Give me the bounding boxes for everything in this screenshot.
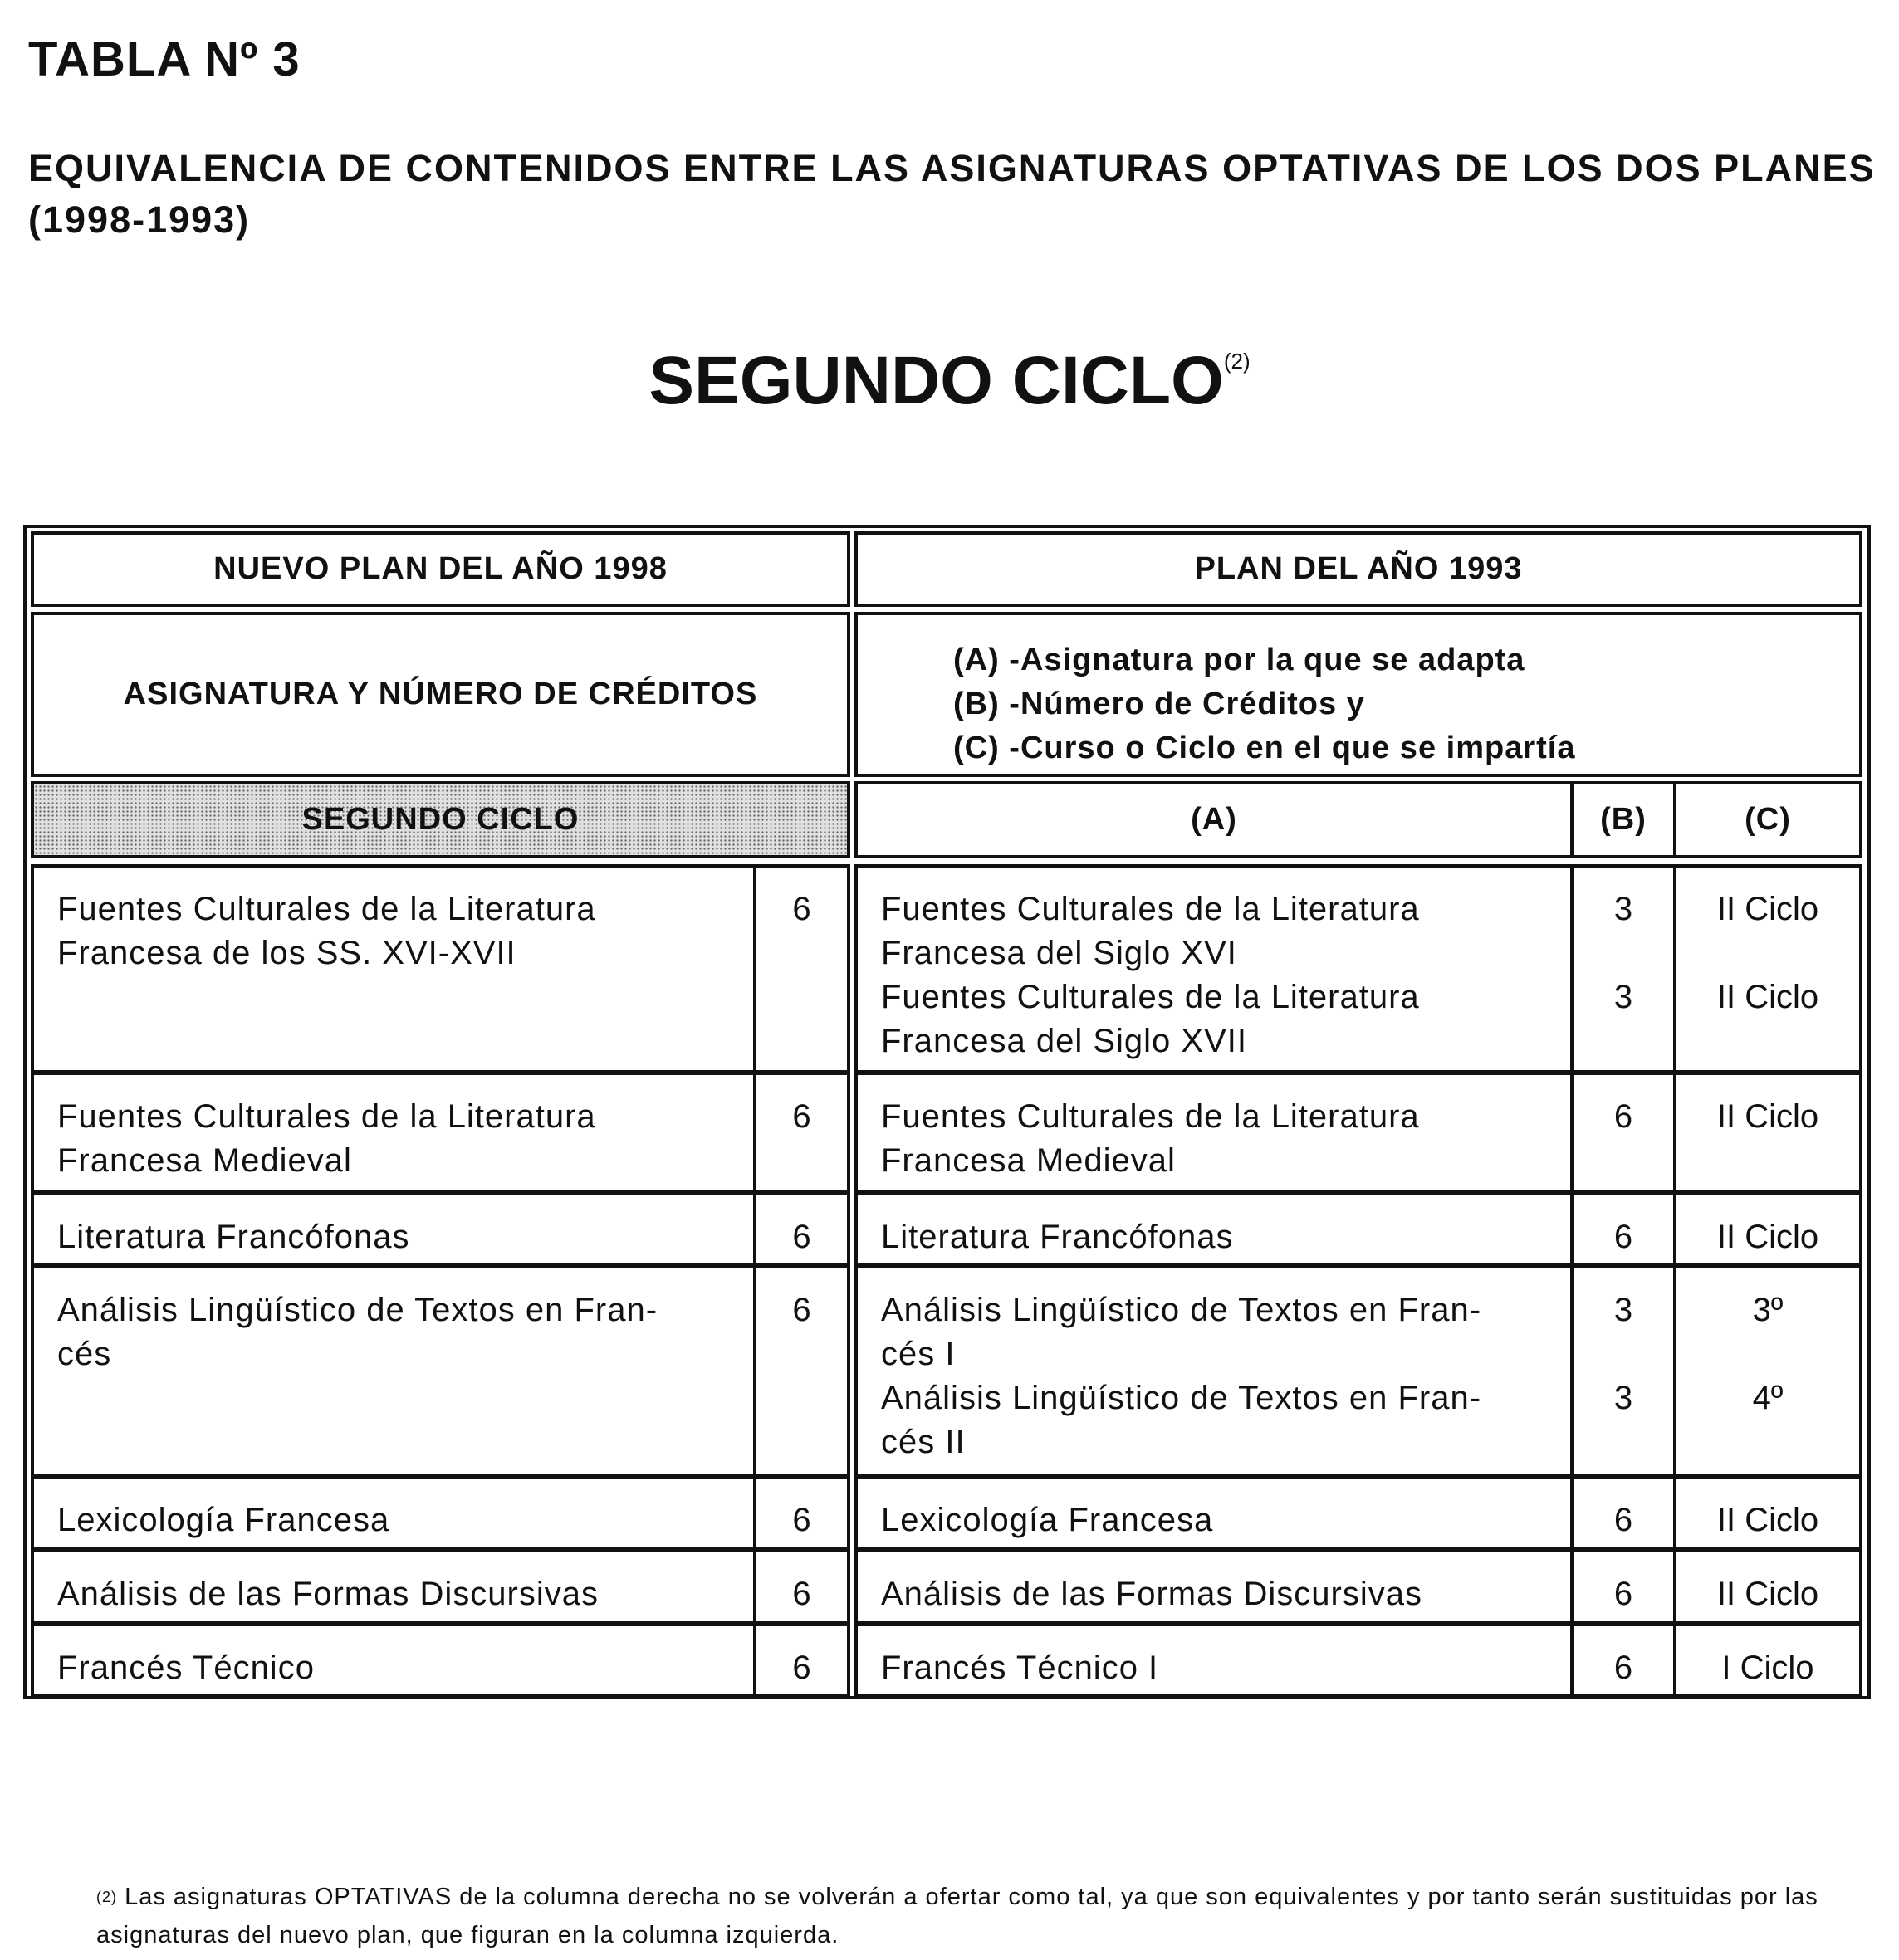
old-subject: Fuentes Culturales de la Literatura Francesa del Siglo XVI bbox=[881, 891, 1420, 971]
old-credits: 6 bbox=[1613, 1502, 1633, 1538]
old-subject: Lexicología Francesa bbox=[881, 1502, 1214, 1538]
new-subject: Literatura Francófonas bbox=[57, 1219, 410, 1255]
legend-b: (B) -Número de Créditos y bbox=[953, 687, 1365, 721]
old-credits-cell bbox=[1570, 1623, 1676, 1698]
new-credits-cell bbox=[753, 1265, 850, 1477]
new-credits-cell bbox=[753, 1549, 850, 1625]
new-credits-cell bbox=[753, 1475, 850, 1551]
new-subject-cell bbox=[31, 864, 756, 1073]
section-title-note-ref: (2) bbox=[1223, 349, 1251, 374]
new-subject-cell bbox=[31, 1549, 756, 1625]
column-a-header bbox=[854, 781, 1574, 858]
old-subject-cell bbox=[854, 1072, 1574, 1194]
new-credits-cell bbox=[753, 864, 850, 1073]
new-credits: 6 bbox=[792, 1292, 811, 1328]
new-subject-cell bbox=[31, 1265, 756, 1477]
new-subject: Lexicología Francesa bbox=[57, 1502, 390, 1538]
legend-c: (C) -Curso o Ciclo en el que se impartía bbox=[953, 731, 1576, 765]
footnote bbox=[23, 1878, 1875, 1954]
new-credits-cell bbox=[753, 1072, 850, 1194]
old-cycle-cell bbox=[1673, 1265, 1862, 1477]
new-credits: 6 bbox=[792, 1502, 811, 1538]
old-subject-cell bbox=[854, 1475, 1574, 1551]
old-credits: 3 bbox=[1613, 891, 1633, 927]
legend bbox=[953, 638, 1575, 770]
table-subtitle: EQUIVALENCIA DE CONTENIDOS ENTRE LAS ASIGNATURAS OPTATIVAS DE LOS DOS PLANES (1998-1993) bbox=[28, 147, 1876, 241]
old-cycle-cell bbox=[1673, 1475, 1862, 1551]
old-subject-cell bbox=[854, 1192, 1574, 1267]
old-subject: Fuentes Culturales de la Literatura Francesa Medieval bbox=[881, 1098, 1420, 1179]
new-credits: 6 bbox=[792, 1576, 811, 1612]
legend-a: (A) -Asignatura por la que se adapta bbox=[953, 643, 1525, 677]
footnote-marker: (2) bbox=[96, 1889, 117, 1905]
old-credits: 6 bbox=[1613, 1098, 1633, 1135]
new-subject: Análisis de las Formas Discursivas bbox=[57, 1576, 599, 1612]
old-credits-cell bbox=[1570, 1072, 1676, 1194]
old-subject: Literatura Francófonas bbox=[881, 1219, 1234, 1255]
old-cycle: II Ciclo bbox=[1716, 1502, 1819, 1538]
old-credits: 6 bbox=[1613, 1219, 1633, 1255]
old-subject: Francés Técnico I bbox=[881, 1650, 1159, 1686]
old-subject: Fuentes Culturales de la Literatura Francesa del Siglo XVII bbox=[881, 979, 1420, 1059]
old-subject-cell bbox=[854, 1265, 1574, 1477]
old-cycle: II Ciclo bbox=[1716, 1098, 1819, 1135]
old-cycle: 4º bbox=[1752, 1380, 1784, 1416]
old-cycle: 3º bbox=[1752, 1292, 1784, 1328]
new-credits-cell bbox=[753, 1623, 850, 1698]
old-cycle: II Ciclo bbox=[1716, 1576, 1819, 1612]
section-title-text: SEGUNDO CICLO bbox=[648, 343, 1224, 418]
segundo-ciclo-band bbox=[31, 781, 850, 858]
column-b-header bbox=[1570, 781, 1676, 858]
old-credits-cell bbox=[1570, 1265, 1676, 1477]
old-cycle-cell bbox=[1673, 1549, 1862, 1625]
old-cycle-cell bbox=[1673, 864, 1862, 1073]
new-plan-subheader bbox=[31, 612, 850, 777]
new-subject: Francés Técnico bbox=[57, 1650, 315, 1686]
old-credits: 3 bbox=[1613, 1292, 1633, 1328]
old-subject: Análisis de las Formas Discursivas bbox=[881, 1576, 1422, 1612]
new-credits: 6 bbox=[792, 1219, 811, 1255]
new-credits: 6 bbox=[792, 1650, 811, 1686]
section-title bbox=[0, 342, 1899, 420]
old-credits: 6 bbox=[1613, 1650, 1633, 1686]
segundo-ciclo-band-text: SEGUNDO CICLO bbox=[301, 802, 580, 837]
legend-cell bbox=[854, 612, 1862, 777]
old-subject: Análisis Lingüístico de Textos en Fran- cés II bbox=[881, 1380, 1482, 1460]
old-cycle-cell bbox=[1673, 1192, 1862, 1267]
new-credits-cell bbox=[753, 1192, 850, 1267]
column-c-header bbox=[1673, 781, 1862, 858]
old-cycle: II Ciclo bbox=[1716, 891, 1819, 927]
column-c-header-text: (C) bbox=[1745, 802, 1791, 837]
old-plan-header-text: PLAN DEL AÑO 1993 bbox=[1194, 551, 1523, 586]
old-credits-cell bbox=[1570, 1475, 1676, 1551]
old-credits-cell bbox=[1570, 1549, 1676, 1625]
old-cycle-cell bbox=[1673, 1072, 1862, 1194]
new-subject-cell bbox=[31, 1192, 756, 1267]
new-subject-cell bbox=[31, 1072, 756, 1194]
new-subject-cell bbox=[31, 1475, 756, 1551]
new-credits: 6 bbox=[792, 891, 811, 927]
new-plan-header-text: NUEVO PLAN DEL AÑO 1998 bbox=[213, 551, 668, 586]
old-cycle: II Ciclo bbox=[1716, 1219, 1819, 1255]
old-cycle-cell bbox=[1673, 1623, 1862, 1698]
old-subject-cell bbox=[854, 1549, 1574, 1625]
footnote-line bbox=[23, 1878, 1875, 1954]
new-plan-header bbox=[31, 531, 850, 607]
old-credits-cell bbox=[1570, 1192, 1676, 1267]
new-subject: Fuentes Culturales de la Literatura Francesa de los SS. XVI-XVII bbox=[57, 891, 596, 971]
new-subject: Fuentes Culturales de la Literatura Francesa Medieval bbox=[57, 1098, 596, 1179]
old-plan-header bbox=[854, 531, 1862, 607]
column-b-header-text: (B) bbox=[1600, 802, 1647, 837]
old-credits: 3 bbox=[1613, 1380, 1633, 1416]
new-subject-cell bbox=[31, 1623, 756, 1698]
old-cycle: II Ciclo bbox=[1716, 979, 1819, 1015]
table-label: TABLA Nº 3 bbox=[28, 32, 301, 86]
new-subject: Análisis Lingüístico de Textos en Fran- cés bbox=[57, 1292, 658, 1372]
new-plan-subheader-text: ASIGNATURA Y NÚMERO DE CRÉDITOS bbox=[123, 677, 758, 711]
new-credits: 6 bbox=[792, 1098, 811, 1135]
old-subject: Análisis Lingüístico de Textos en Fran- cés I bbox=[881, 1292, 1482, 1372]
old-credits: 3 bbox=[1613, 979, 1633, 1015]
old-credits-cell bbox=[1570, 864, 1676, 1073]
old-cycle: I Ciclo bbox=[1721, 1650, 1814, 1686]
footnote-text: Las asignaturas OPTATIVAS de la columna derecha no se volverán a ofertar como tal, ya que son equivalentes y por tanto serán sustituidas por las asignaturas del nuevo plan, que figuran en la columna izquierda. bbox=[96, 1884, 1818, 1948]
old-subject-cell bbox=[854, 1623, 1574, 1698]
old-subject-cell bbox=[854, 864, 1574, 1073]
old-credits: 6 bbox=[1613, 1576, 1633, 1612]
column-a-header-text: (A) bbox=[1191, 802, 1237, 837]
